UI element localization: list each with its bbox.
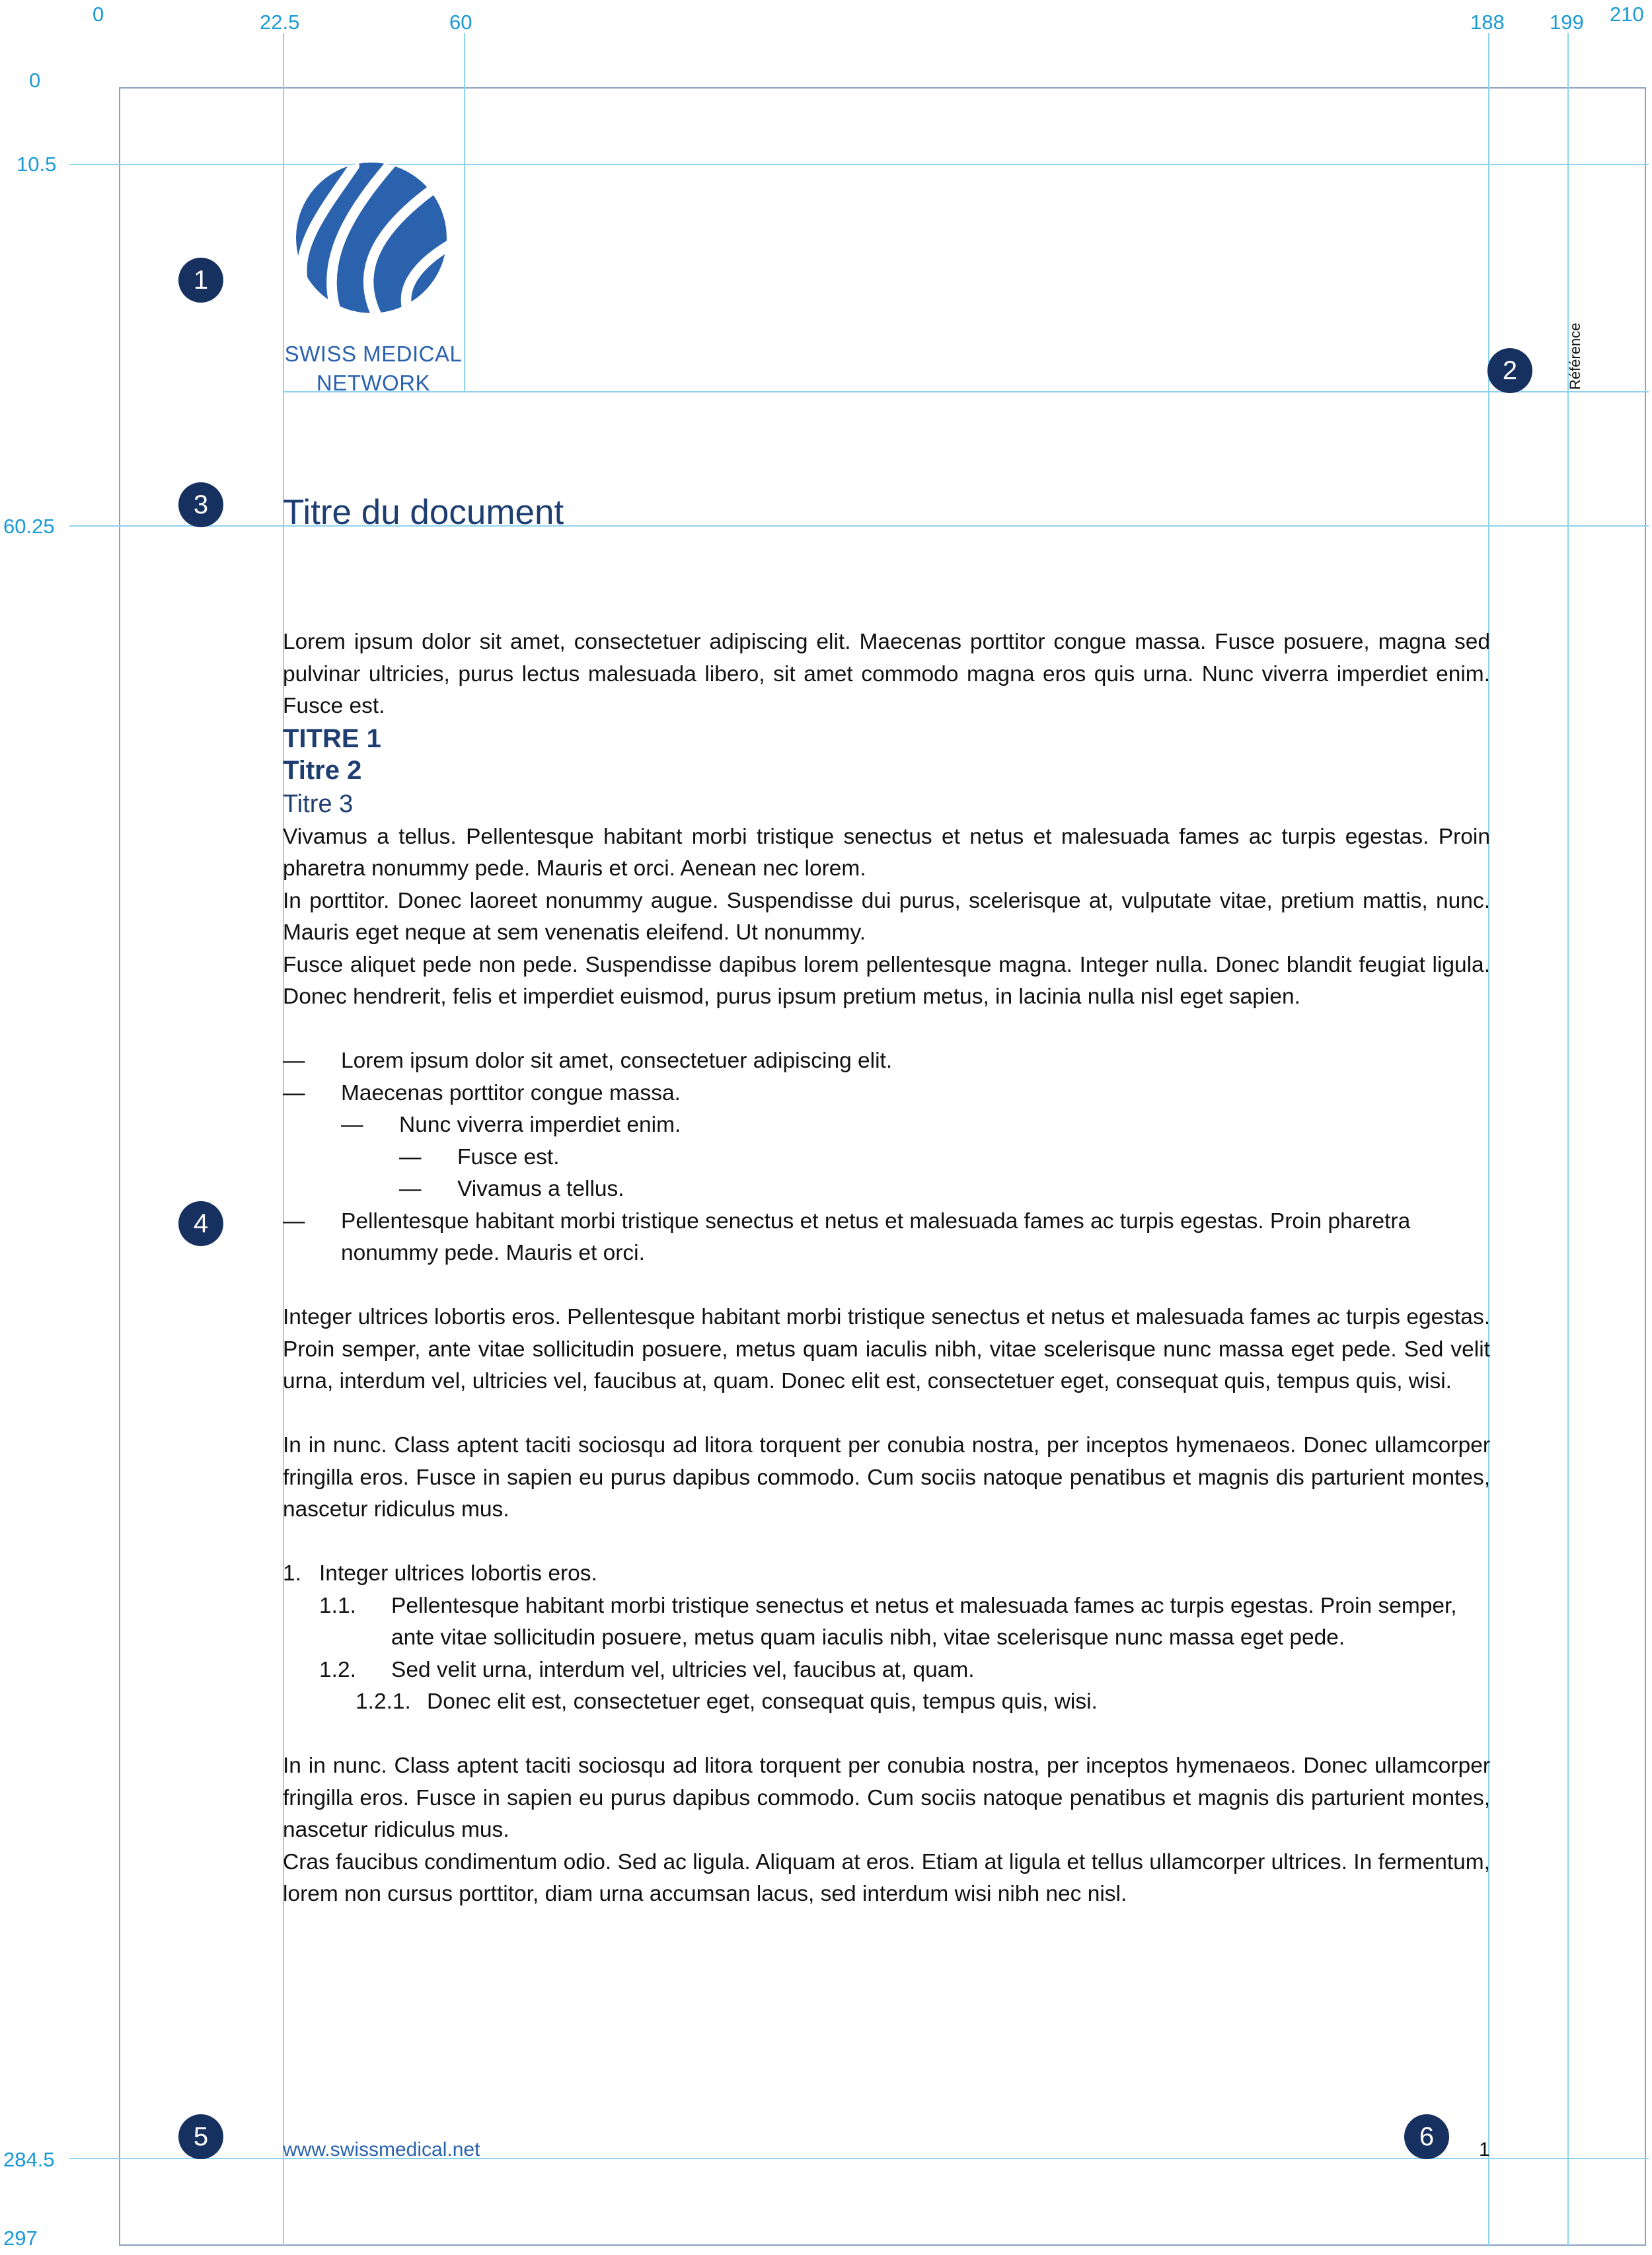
numbered-item-level-2	[283, 1654, 1490, 1687]
numbered-text: Pellentesque habitant morbi tristique senectus et netus et malesuada fames ac turpis egestas. Proin semper, ante vitae sollicitudin posuere, metus quam iaculis nibh, vitae scelerisque nunc massa eget pede.	[391, 1593, 1457, 1650]
paragraph: Vivamus a tellus. Pellentesque habitant morbi tristique senectus et netus et malesuada fames ac turpis egestas. Proin pharetra nonummy pede. Mauris et orci. Aenean nec lorem.	[283, 824, 1490, 881]
bullet-text: Pellentesque habitant morbi tristique senectus et netus et malesuada fames ac turpis egestas. Proin pharetra nonummy pede. Mauris et orci.	[341, 1208, 1411, 1265]
logo-wordmark	[278, 340, 469, 398]
bullet-item-level-3	[283, 1173, 1490, 1206]
bullet-text: Nunc viverra imperdiet enim.	[399, 1113, 681, 1137]
document-body	[283, 626, 1490, 1911]
bullet-item	[283, 1078, 1490, 1110]
zone-marker-1: 1	[178, 258, 223, 303]
paragraph: Cras faucibus condimentum odio. Sed ac ligula. Aliquam at eros. Etiam at ligula et tellus ullamcorper ultrices. In fermentum, lorem non cursus porttitor, diam urna accumsan lacus, sed interdum wisi nibh nec nisl.	[283, 1849, 1490, 1906]
bullet-item	[283, 1045, 1490, 1078]
ruler-left-60-25: 60.25	[3, 515, 55, 538]
numbered-text: Sed velit urna, interdum vel, ultricies vel, faucibus at, quam.	[391, 1657, 975, 1682]
list-number: 1.1.	[319, 1593, 356, 1618]
ruler-top-22-5: 22.5	[260, 11, 300, 34]
guide-header-bottom	[283, 391, 1649, 392]
ruler-left-297: 297	[3, 2227, 38, 2250]
list-number: 1.2.1.	[356, 1689, 411, 1714]
dash-bullet-icon: —	[399, 1177, 422, 1201]
list-number: 1.2.	[319, 1657, 356, 1682]
numbered-item	[283, 1558, 1490, 1590]
zone-marker-3: 3	[178, 482, 223, 527]
bullet-text: Fusce est.	[457, 1144, 560, 1169]
ruler-left-10-5: 10.5	[17, 153, 57, 176]
zone-marker-2: 2	[1487, 348, 1532, 393]
paragraph: In in nunc. Class aptent taciti sociosqu ad litora torquent per conubia nostra, per inceptos hymenaeos. Donec ullamcorper fringilla eros. Fusce in sapien eu purus dapibus commodo. Cum sociis natoque penatibus et magnis dis parturient montes, nascetur ridiculus mus.	[283, 1754, 1490, 1842]
bullet-text: Lorem ipsum dolor sit amet, consectetuer adipiscing elit.	[341, 1049, 893, 1073]
numbered-item-level-2	[283, 1590, 1490, 1654]
swiss-medical-logo-icon	[296, 163, 447, 313]
paragraph: In porttitor. Donec laoreet nonummy augue. Suspendisse dui purus, scelerisque at, vulputate vitae, pretium mattis, nunc. Mauris eget neque at sem venenatis eleifend. Ut nonummy.	[283, 888, 1490, 945]
guide-logo-right	[464, 33, 465, 392]
footer-website-link[interactable]: www.swissmedical.net	[283, 2139, 480, 2161]
ruler-top-60: 60	[449, 11, 472, 34]
ruler-top-199: 199	[1550, 11, 1584, 34]
dash-bullet-icon: —	[283, 1080, 305, 1105]
dash-bullet-icon: —	[283, 1049, 305, 1073]
numbered-text: Integer ultrices lobortis eros.	[319, 1561, 597, 1586]
ruler-top-0: 0	[93, 3, 104, 26]
logo-line-1: SWISS MEDICAL	[284, 342, 463, 366]
paragraph: Integer ultrices lobortis eros. Pellentesque habitant morbi tristique senectus et netus et malesuada fames ac turpis egestas. Proin semper, ante vitae sollicitudin posuere, metus quam iaculis nibh, vitae scelerisque nunc massa eget pede. Sed velit urna, interdum vel, ultricies vel, faucibus at, quam. Donec elit est, consectetuer eget, consequat quis, tempus quis, wisi.	[283, 1305, 1490, 1393]
logo-line-2: NETWORK	[316, 371, 431, 395]
dash-bullet-icon: —	[399, 1144, 422, 1169]
ruler-left-0: 0	[29, 69, 41, 92]
numbered-text: Donec elit est, consectetuer eget, consequat quis, tempus quis, wisi.	[427, 1689, 1098, 1714]
intro-paragraph: Lorem ipsum dolor sit amet, consectetuer adipiscing elit. Maecenas porttitor congue massa. Fusce posuere, magna sed pulvinar ultricies, purus lectus malesuada libero, sit amet commodo magna eros quis urna. Nunc viverra imperdiet enim. Fusce est.	[283, 630, 1490, 718]
zone-marker-4: 4	[178, 1201, 223, 1246]
bullet-text: Maecenas porttitor congue massa.	[341, 1080, 681, 1105]
ruler-top-188: 188	[1470, 11, 1505, 34]
numbered-item-level-3	[283, 1686, 1490, 1719]
list-number: 1.	[283, 1561, 301, 1586]
heading-1: TITRE 1	[283, 723, 381, 753]
dash-bullet-icon: —	[283, 1208, 305, 1234]
reference-label: Référence	[1567, 322, 1583, 390]
heading-2: Titre 2	[283, 756, 362, 785]
zone-marker-6: 6	[1404, 2114, 1449, 2159]
zone-marker-5: 5	[178, 2114, 223, 2159]
ruler-left-284-5: 284.5	[3, 2148, 55, 2171]
bullet-text: Vivamus a tellus.	[457, 1177, 624, 1201]
bullet-item	[283, 1206, 1490, 1270]
bullet-item-level-2	[283, 1109, 1490, 1142]
paragraph: In in nunc. Class aptent taciti sociosqu ad litora torquent per conubia nostra, per inceptos hymenaeos. Donec ullamcorper fringilla eros. Fusce in sapien eu purus dapibus commodo. Cum sociis natoque penatibus et magnis dis parturient montes, nascetur ridiculus mus.	[283, 1433, 1490, 1522]
heading-3: Titre 3	[283, 790, 354, 818]
page-number: 1	[1479, 2139, 1490, 2161]
paragraph: Fusce aliquet pede non pede. Suspendisse dapibus lorem pellentesque magna. Integer nulla. Donec blandit feugiat ligula. Donec hendrerit, felis et imperdiet euismod, purus ipsum pretium metus, in lacinia nulla nisl eget sapien.	[283, 952, 1490, 1009]
document-title: Titre du document	[283, 493, 564, 532]
ruler-top-210: 210	[1610, 3, 1644, 26]
dash-bullet-icon: —	[341, 1113, 363, 1137]
bullet-item-level-3	[283, 1142, 1490, 1174]
